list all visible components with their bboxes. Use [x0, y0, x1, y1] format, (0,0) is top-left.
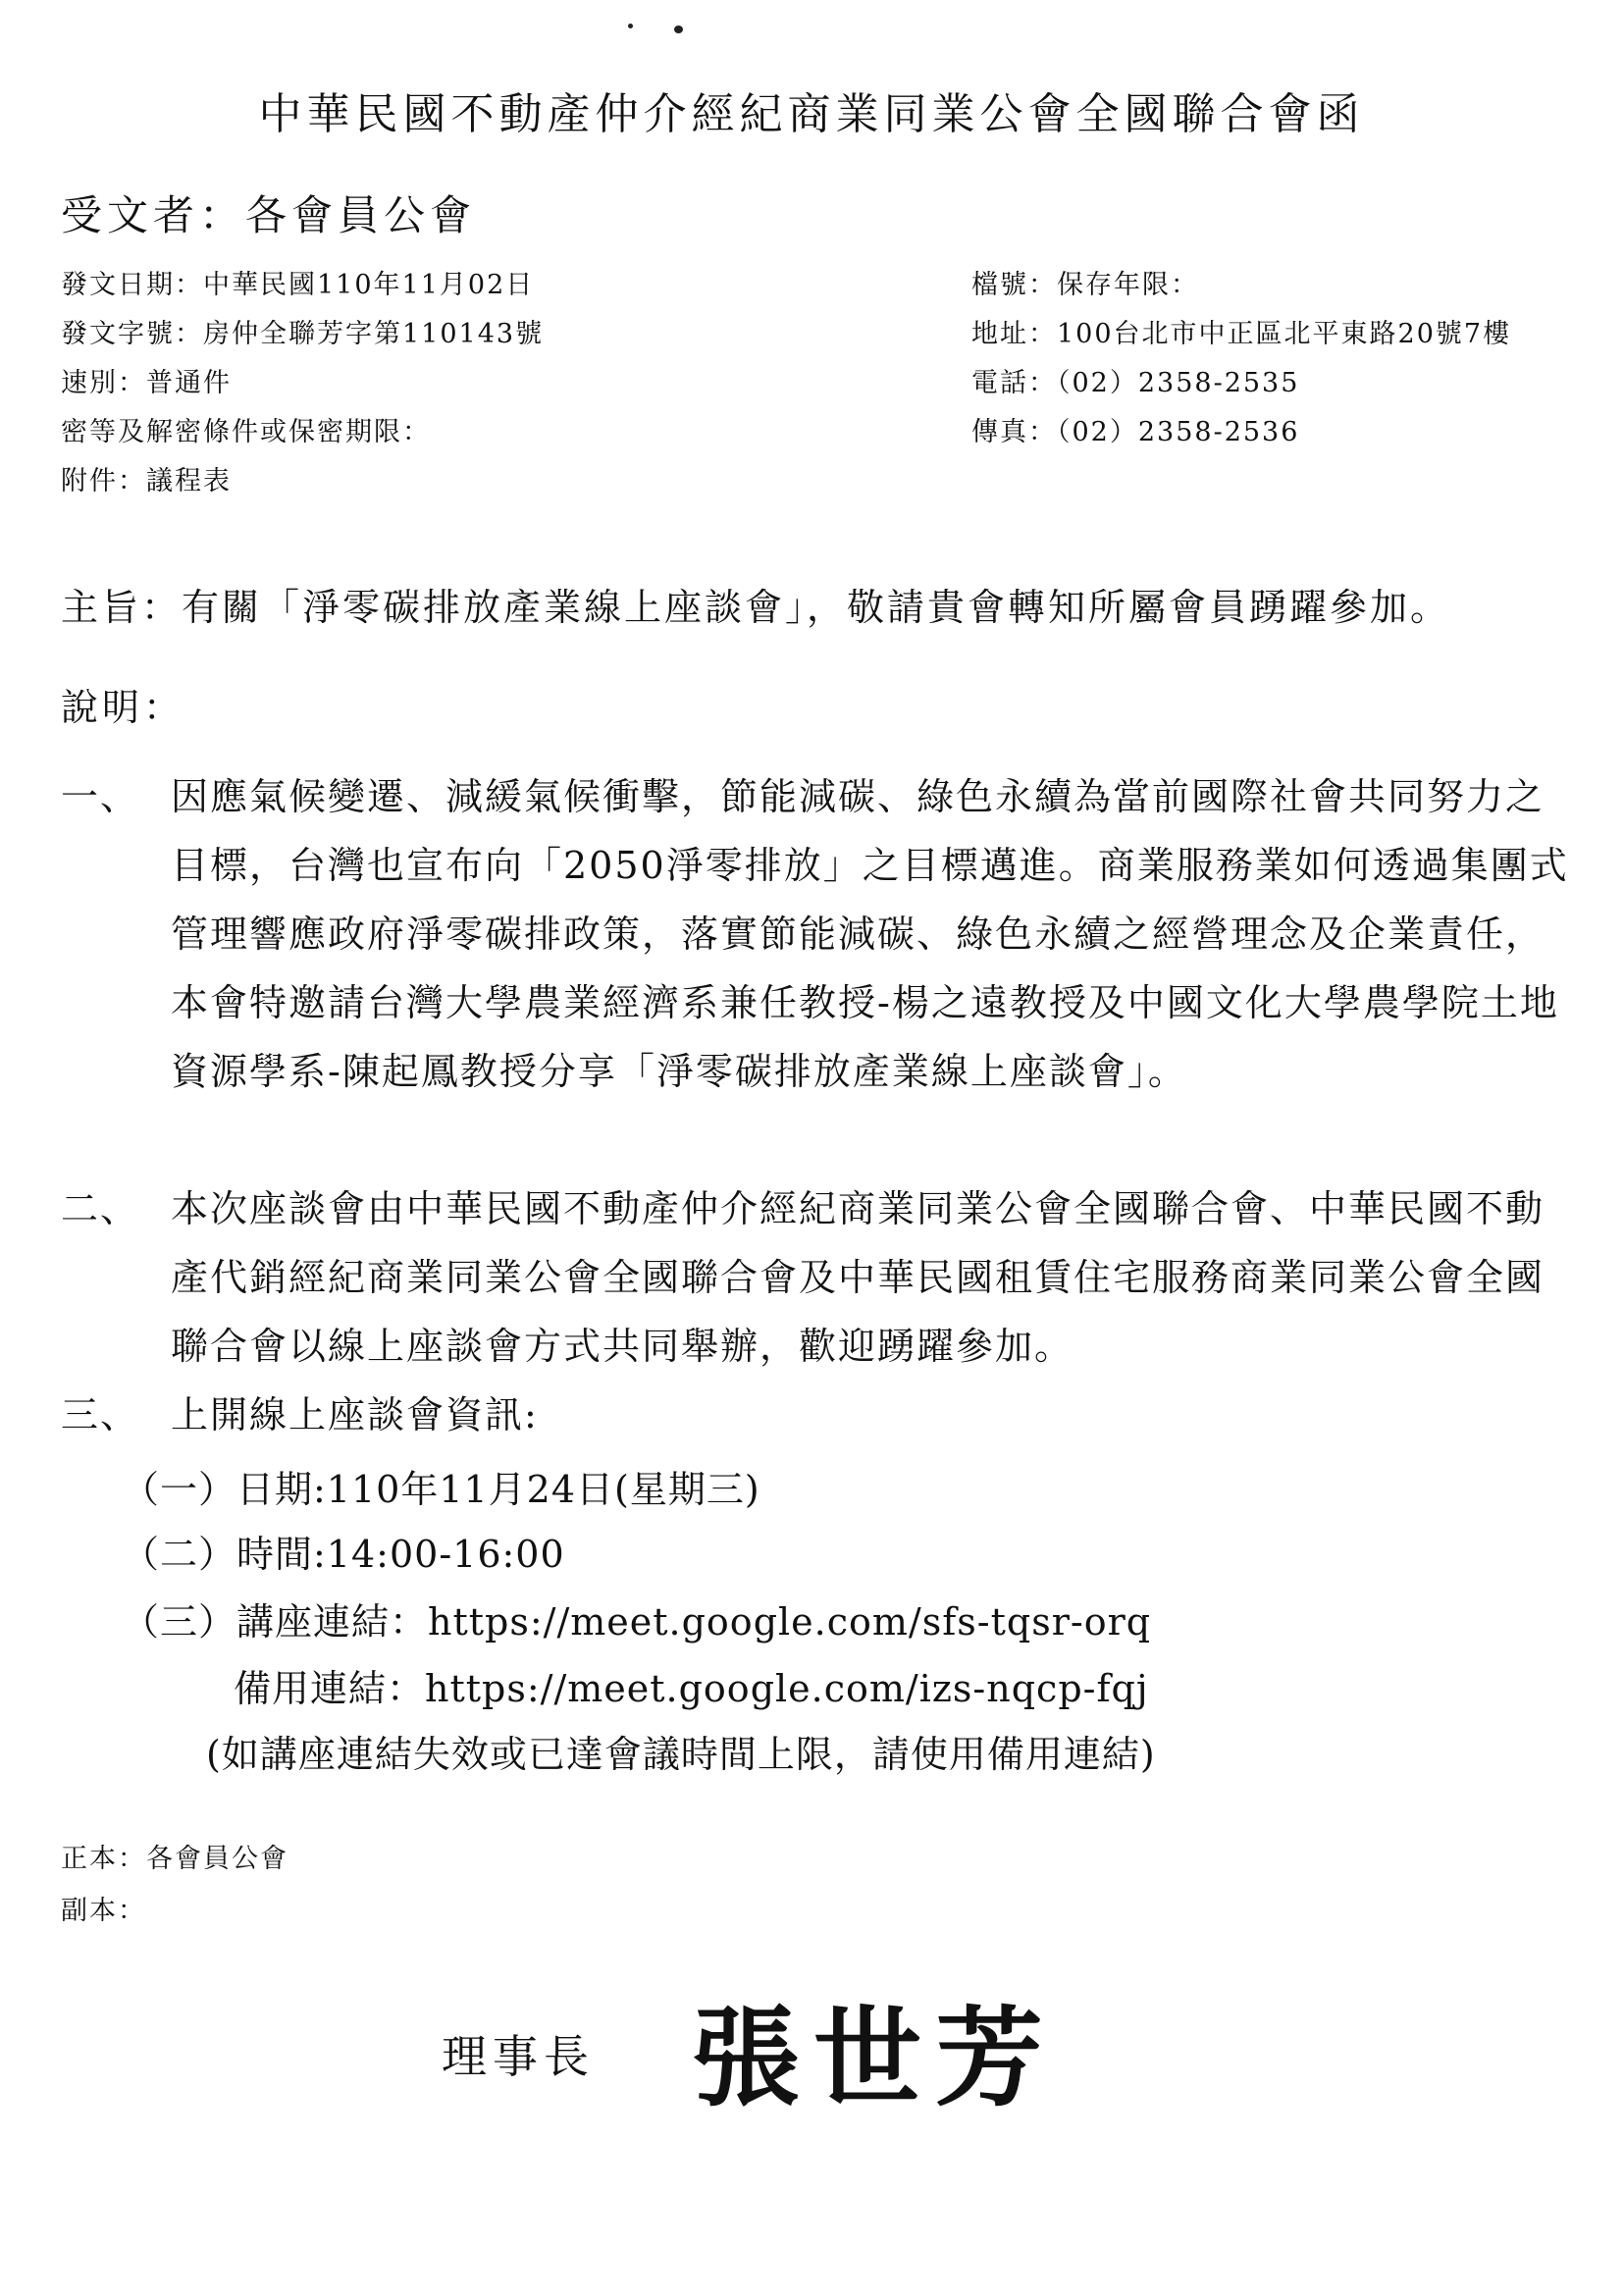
recipient: 受文者：各會員公會 [61, 191, 477, 239]
item-number: 二、 [61, 1187, 140, 1230]
item-text: 因應氣候變遷、減緩氣候衝擊，節能減碳、綠色永續為當前國際社會共同努力之目標，台灣也宣布向「2050淨零排放」之目標邁進。商業服務業如何透過集團式管理響應政府淨零碳排政策，落實節能減碳、綠色永續之經營理念及企業責任，本會特邀請台灣大學農業經濟系兼任教授-楊之遠教授及中國文化大學農學院土地資源學系-陳起鳳教授分享「淨零碳排放產業線上座談會」。 [171, 775, 1569, 1093]
fax: 傳真：（02）2358-2536 [971, 417, 1300, 447]
explanation-item [61, 762, 1572, 1106]
item-number: 一、 [61, 775, 140, 818]
original-recipient: 正本：各會員公會 [61, 1844, 288, 1874]
urgency: 速別：普通件 [61, 368, 232, 398]
meeting-link[interactable]: （三）講座連結：https://meet.google.com/sfs-tqsr-orq [122, 1600, 1152, 1644]
attachment: 附件：議程表 [61, 466, 232, 496]
confidentiality: 密等及解密條件或保密期限： [61, 417, 431, 447]
document-metadata [61, 261, 544, 506]
item-text: 本次座談會由中華民國不動產仲介經紀商業同業公會全國聯合會、中華民國不動產代銷經紀商業同業公會全國聯合會及中華民國租賃住宅服務商業同業公會全國聯合會以線上座談會方式共同舉辦，歡迎踴躍參加。 [171, 1187, 1545, 1368]
signatory-name: 張世芳 [692, 1995, 1057, 2121]
copy-recipient: 副本： [61, 1896, 146, 1926]
item-text: 上開線上座談會資訊: [171, 1393, 539, 1436]
link-note: (如講座連結失效或已達會議時間上限，請使用備用連結) [206, 1733, 1156, 1776]
item-number: 三、 [61, 1393, 140, 1436]
meeting-time: （二）時間:14:00-16:00 [122, 1533, 565, 1576]
address: 地址：100台北市中正區北平東路20號7樓 [971, 319, 1512, 349]
explanation-heading: 說明： [61, 686, 185, 729]
phone: 電話：（02）2358-2535 [971, 368, 1300, 398]
scan-speck [628, 24, 633, 28]
explanation-item [61, 1381, 1572, 1449]
issue-date: 發文日期：中華民國110年11月02日 [61, 270, 535, 300]
file-number: 檔號：保存年限： [971, 270, 1199, 300]
scan-speck [674, 26, 683, 33]
contact-metadata [971, 261, 1511, 457]
explanation-item [61, 1174, 1572, 1381]
subject-line: 主旨：有關「淨零碳排放產業線上座談會」，敬請貴會轉知所屬會員踴躍參加。 [61, 586, 1451, 629]
meeting-date: （一）日期:110年11月24日(星期三) [122, 1468, 760, 1511]
backup-link[interactable]: 備用連結：https://meet.google.com/izs-nqcp-fqj [234, 1667, 1149, 1710]
document-number: 發文字號：房仲全聯芳字第110143號 [61, 319, 545, 349]
letter-title: 中華民國不動產仲介經紀商業同業公會全國聯合會函 [258, 89, 1365, 139]
signatory-title: 理事長 [442, 2030, 595, 2083]
